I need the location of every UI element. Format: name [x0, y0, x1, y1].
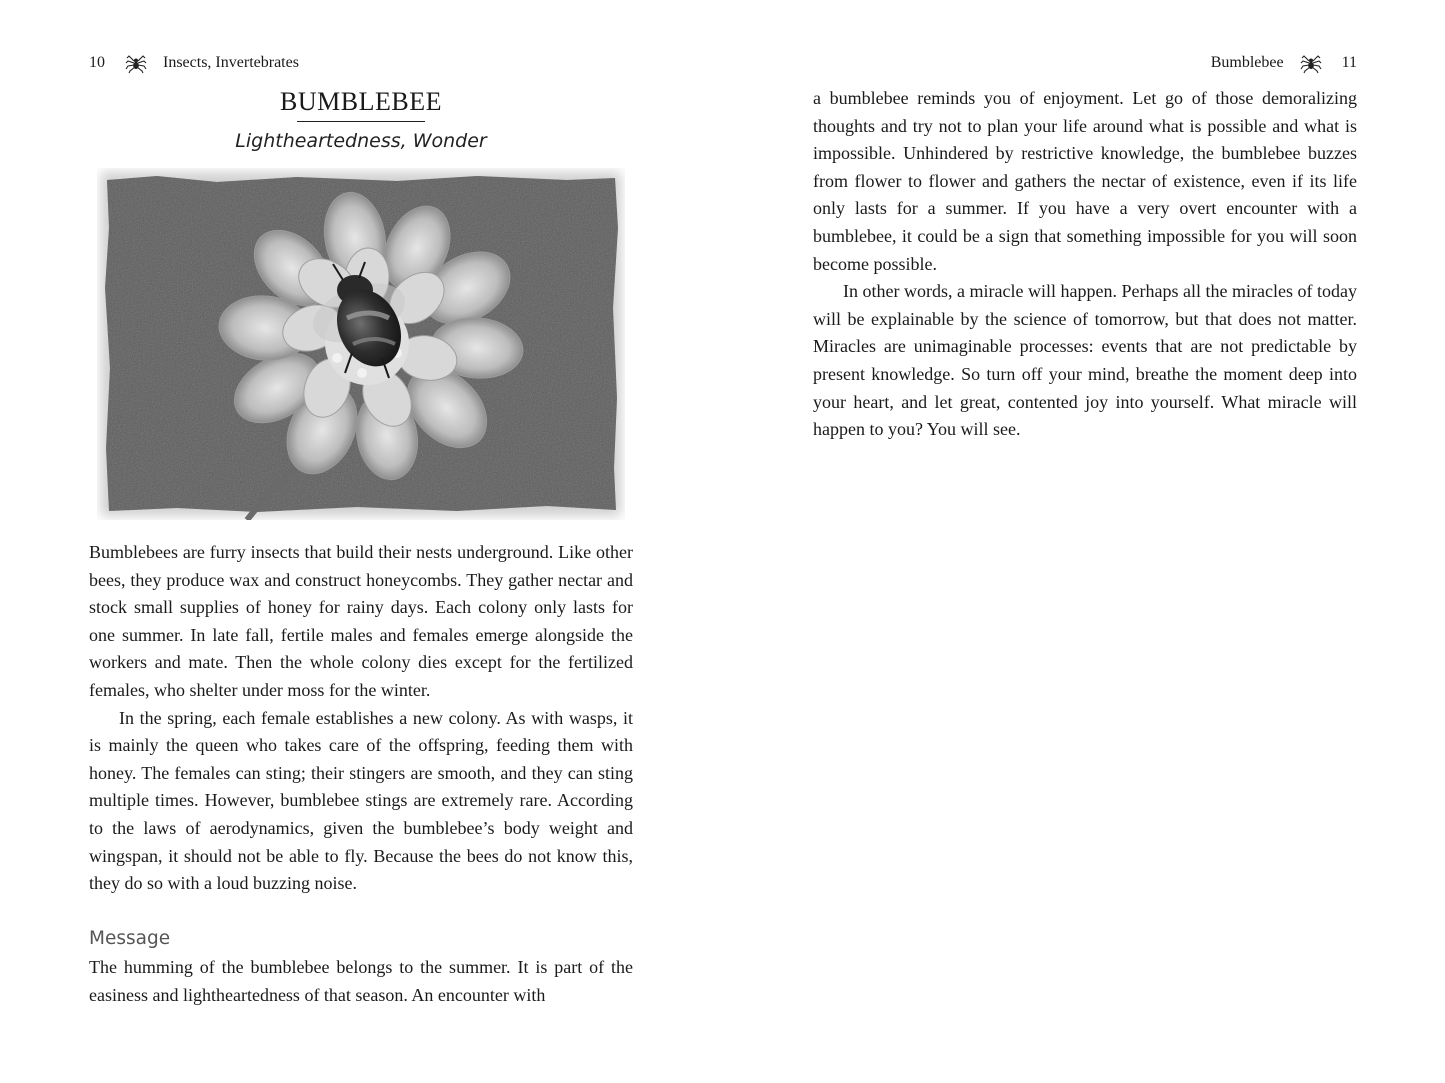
- message-heading: Message: [89, 928, 171, 949]
- bumblebee-on-flower-photo: [97, 168, 625, 520]
- page-number: 11: [1341, 54, 1357, 71]
- right-body-text: [813, 85, 1357, 444]
- running-head-title: Bumblebee: [1210, 54, 1284, 71]
- body-paragraph: In the spring, each female establishes a new colony. As with wasps, it is mainly the queen who takes care of the offspring, feeding them with honey. The females can sting; their stingers are smooth, and they can sting multiple times. However, bumblebee stings are extremely rare. According to the laws of aerodynamics, given the bumblebee’s body weight and wingspan, it should not be able to fly. Because the bees do not know this, they do so with a loud buzzing noise.: [89, 707, 633, 894]
- body-paragraph: In other words, a miracle will happen. Perhaps all the miracles of today will be explainable by the science of tomorrow, but that does not matter. Miracles are unimaginable processes: events that are not predictable by present knowledge. So turn off your mind, breathe the moment deep into your heart, and let great, contented joy into yourself. What miracle will happen to you? You will see.: [813, 281, 1357, 440]
- running-head-title: Insects, Invertebrates: [163, 54, 299, 71]
- message-paragraph: The humming of the bumblebee belongs to the summer. It is part of the easiness and lightheartedness of that season. An encounter with: [89, 957, 633, 1005]
- entry-title: BUMBLEBEE: [280, 87, 442, 116]
- left-page: [89, 0, 633, 1083]
- spider-icon: [1300, 52, 1322, 74]
- left-body-text: [89, 539, 633, 898]
- title-rule: [297, 121, 425, 122]
- entry-subtitle: Lightheartedness, Wonder: [235, 130, 487, 152]
- running-head-right: [813, 52, 1357, 74]
- right-page: [813, 0, 1357, 1083]
- message-text: [89, 954, 633, 1009]
- running-head-left: [89, 52, 633, 74]
- page-number: 10: [89, 54, 105, 71]
- spider-icon: [125, 52, 147, 74]
- body-paragraph: a bumblebee reminds you of enjoyment. Let go of those demoralizing thoughts and try not to plan your life around what is possible and what is impossible. Unhindered by restrictive knowledge, the bumblebee buzzes from flower to flower and gathers the nectar of existence, even if its life only lasts for a summer. If you have a very overt encounter with a bumblebee, it could be a sign that something impossible for you will soon become possible.: [813, 88, 1357, 274]
- body-paragraph: Bumblebees are furry insects that build their nests underground. Like other bees, they produce wax and construct honeycombs. They gather nectar and stock small supplies of honey for rainy days. Each colony only lasts for one summer. In late fall, fertile males and females emerge alongside the workers and mate. Then the whole colony dies except for the fertilized females, who shelter under moss for the winter.: [89, 542, 633, 700]
